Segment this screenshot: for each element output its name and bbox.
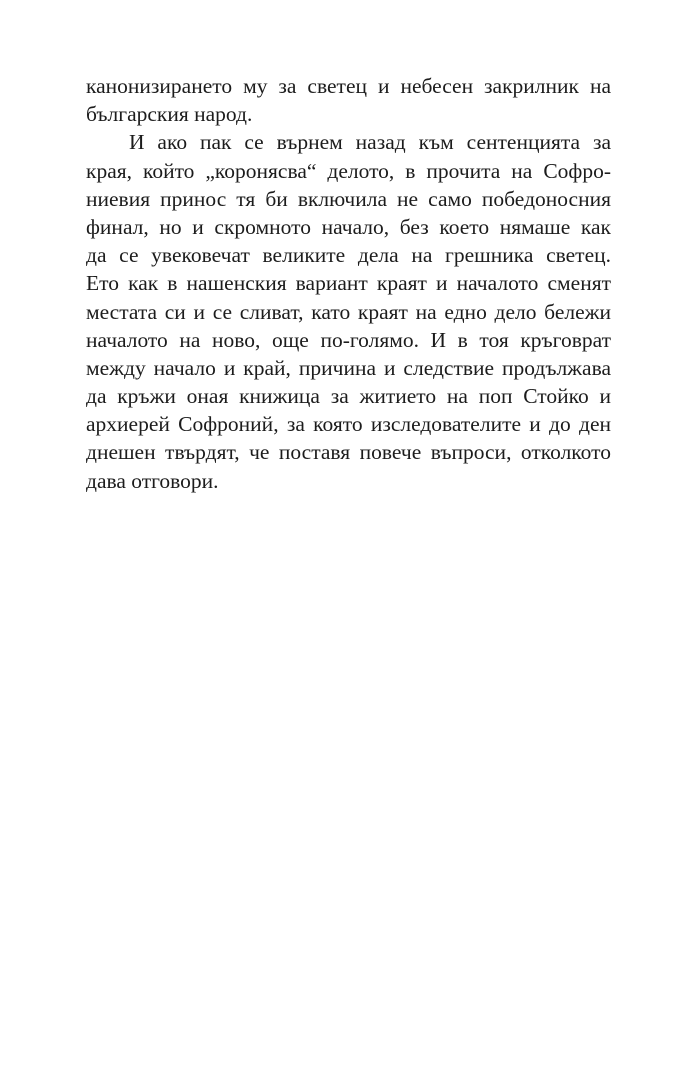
text-line: днешен твърдят, че поставя повече въпроси, отколкото — [86, 440, 611, 465]
text-line: канонизирането му за светец и небесен закрилник на — [86, 74, 611, 98]
paragraph-2 — [86, 128, 611, 494]
text-line: ниевия принос тя би включила не само победоносния — [86, 186, 611, 211]
text-line: между начало и край, причина и следствие продължава — [86, 355, 611, 380]
text-line: края, който „коронясва“ делото, в прочита на Софро- — [86, 158, 611, 183]
text-line: българския народ. — [86, 102, 253, 127]
text-line: да се увековечат великите дела на грешника светец. — [86, 243, 611, 268]
body-text — [86, 72, 611, 495]
text-line: финал, но и скромното начало, без което нямаше как — [86, 214, 611, 239]
text-line: дава отговори. — [86, 468, 219, 493]
text-line: архиерей Софроний, за която изследователите и до ден — [86, 412, 611, 437]
text-line: местата си и се сливат, като краят на едно дело бележи — [86, 299, 611, 324]
text-line: Ето как в нашенския вариант краят и началото сменят — [86, 271, 611, 296]
text-line: началото на ново, още по-голямо. И в тоя кръговрат — [86, 327, 611, 352]
text-line: И ако пак се върнем назад към сентенцията за — [129, 130, 611, 155]
text-line: да кръжи оная книжица за житието на поп Стойко и — [86, 384, 611, 409]
paragraph-1 — [86, 72, 611, 128]
